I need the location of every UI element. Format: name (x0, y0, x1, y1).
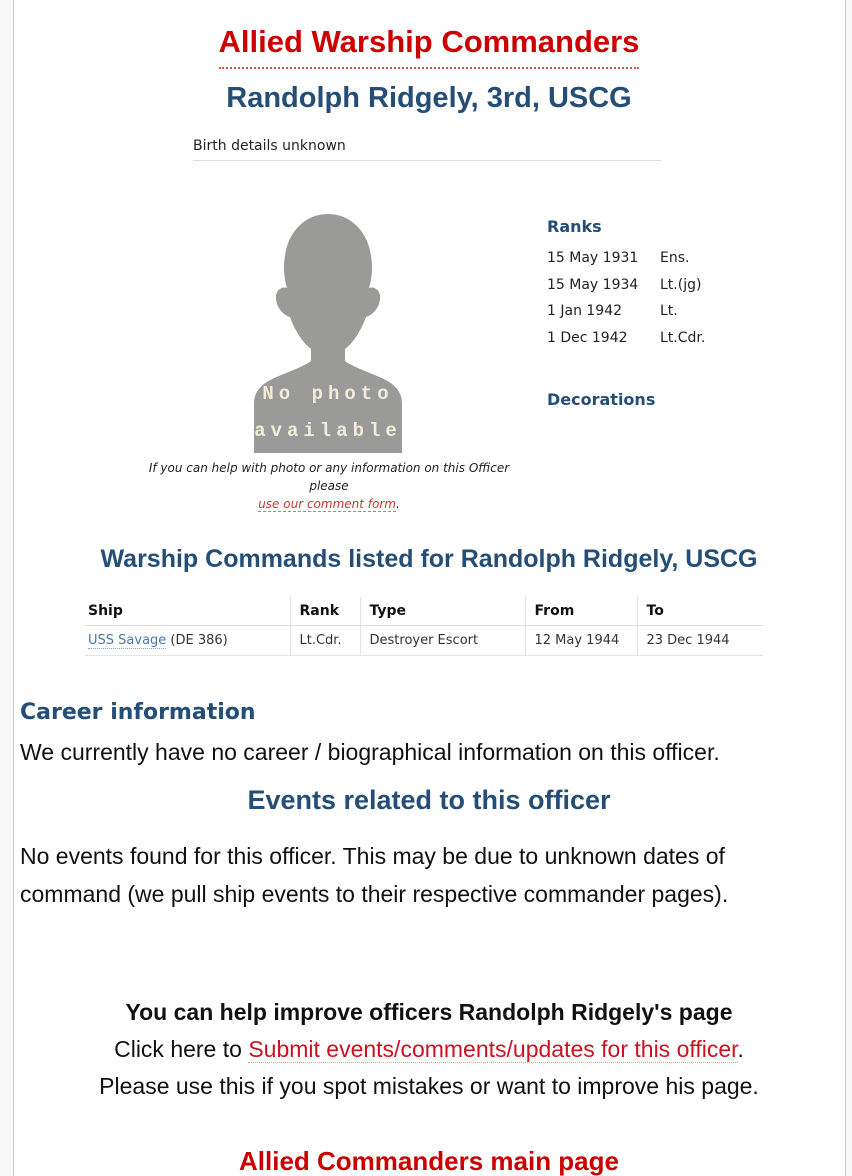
ship-link[interactable]: USS Savage (88, 633, 167, 648)
rank-row (547, 330, 837, 357)
career-information-heading: Career information (20, 700, 256, 725)
rank-title: Lt. (660, 303, 678, 319)
rank-title: Ens. (660, 250, 690, 266)
rank-date: 15 May 1934 (547, 276, 639, 293)
column-header-to: To (637, 597, 763, 626)
help-improve-line2: Please use this if you spot mistakes or want to improve his page. (99, 1073, 759, 1099)
decorations-heading: Decorations (547, 390, 656, 409)
rank-row (547, 303, 837, 330)
ship-cell (85, 626, 290, 656)
no-photo-text-line2: available (254, 420, 402, 442)
ranks-list (547, 250, 837, 356)
ranks-section (547, 217, 837, 409)
help-improve-section (13, 994, 845, 1105)
rank-date: 1 Dec 1942 (547, 329, 628, 346)
help-improve-line1 (13, 1031, 845, 1068)
comment-form-link[interactable]: use our comment form (258, 497, 396, 511)
photo-caption-text: If you can help with photo or any information on this Officer please (148, 461, 510, 493)
submit-updates-link[interactable]: Submit events/comments/updates for this officer (248, 1036, 738, 1062)
help-line1-period: . (737, 1036, 744, 1062)
ranks-heading: Ranks (547, 217, 602, 236)
column-header-type: Type (360, 597, 525, 626)
career-information-text: We currently have no career / biographical information on this officer. (20, 739, 720, 765)
help-improve-heading: You can help improve officers Randolph Ridgely's page (125, 999, 733, 1025)
column-header-from: From (525, 597, 637, 626)
officer-name-heading: Randolph Ridgely, 3rd, USCG (226, 82, 632, 114)
photo-caption-period: . (395, 497, 400, 511)
table-row (85, 626, 763, 656)
table-header-row (85, 597, 763, 626)
column-header-ship: Ship (85, 597, 290, 626)
events-heading: Events related to this officer (247, 785, 611, 815)
rank-date: 1 Jan 1942 (547, 303, 623, 319)
to-cell: 23 Dec 1944 (637, 626, 763, 656)
rank-title: Lt.(jg) (660, 276, 702, 293)
birth-details-text: Birth details unknown (193, 138, 661, 161)
rank-row (547, 250, 837, 277)
rank-title: Lt.Cdr. (660, 329, 706, 346)
events-text: No events found for this officer. This may be due to unknown dates of command (we pull ship events to their respective commander pages). (20, 843, 729, 907)
warship-commands-table (85, 597, 763, 656)
column-header-rank: Rank (290, 597, 360, 626)
ship-hull-number: (DE 386) (166, 633, 228, 648)
rank-date: 15 May 1931 (547, 250, 639, 266)
person-silhouette-icon (243, 208, 413, 453)
no-photo-text-line1: No photo (262, 383, 394, 405)
allied-commanders-main-page-link[interactable]: Allied Commanders main page (239, 1146, 619, 1176)
help-line1-prefix: Click here to (114, 1036, 249, 1062)
rank-cell: Lt.Cdr. (290, 626, 360, 656)
page-title: Allied Warship Commanders (219, 24, 640, 69)
photo-help-caption (133, 459, 525, 513)
warship-commands-heading: Warship Commands listed for Randolph Ridgely, USCG (100, 545, 758, 573)
no-photo-placeholder (243, 208, 413, 453)
type-cell: Destroyer Escort (360, 626, 525, 656)
from-cell: 12 May 1944 (525, 626, 637, 656)
page-right-border (845, 0, 852, 1176)
rank-row (547, 277, 837, 304)
page-left-border (0, 0, 14, 1176)
